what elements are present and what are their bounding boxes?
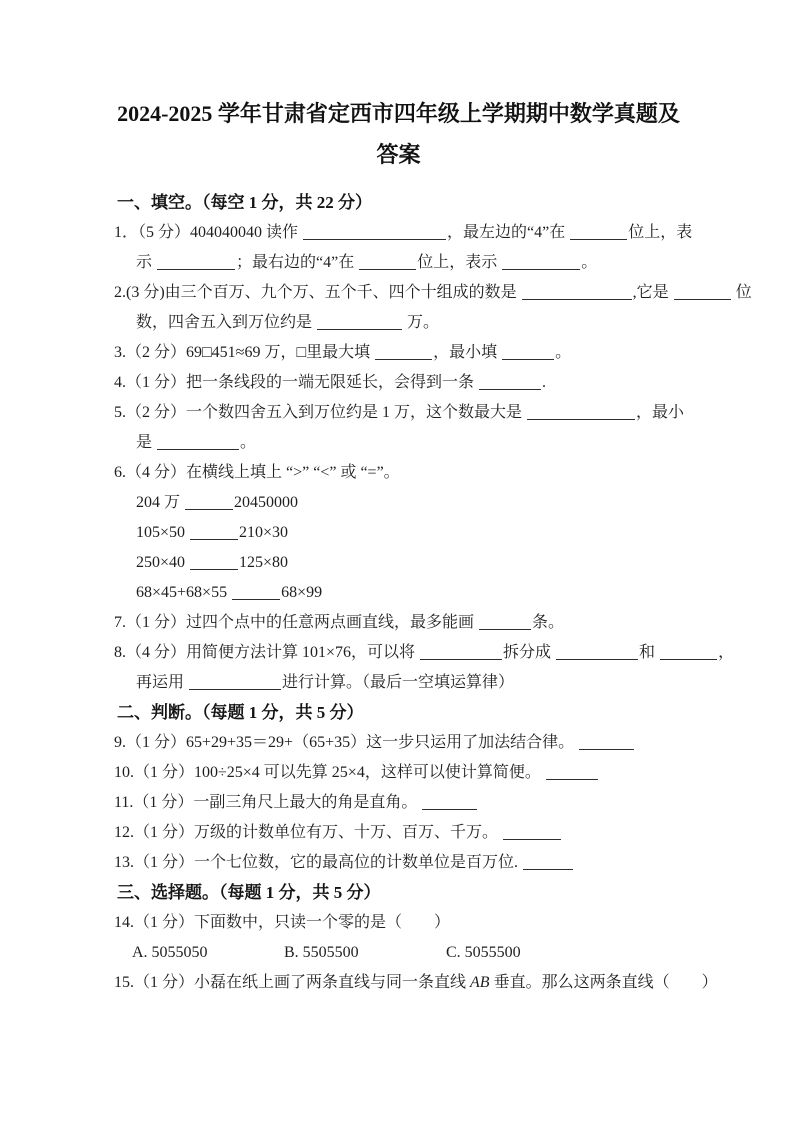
blank-line	[189, 675, 281, 690]
question-text: 条。	[532, 614, 565, 631]
section-heading: 三、选择题。（每题 1 分，共 5 分）	[117, 883, 381, 902]
question-text: 250×40	[136, 554, 190, 571]
question-text: 7.（1 分）过四个点中的任意两点画直线，最多能画	[114, 614, 479, 631]
blank-line	[375, 345, 432, 360]
question-line	[114, 368, 683, 398]
question-text: 6.（4 分）在横线上填上 “>” “<” 或 “=”。	[114, 464, 400, 481]
question-text: 1．（5 分）404040040 读作	[114, 224, 303, 241]
question-text: 10.（1 分）100÷25×4 可以先算 25×4，这样可以使计算简便。	[114, 764, 545, 781]
question-line	[114, 908, 683, 938]
question-text: 进行计算。（最后一空填运算律）	[282, 674, 515, 691]
question-text: 示	[136, 254, 157, 271]
blank-line	[579, 735, 634, 750]
question-text: 万。	[403, 314, 440, 331]
question-text: 11.（1 分）一副三角尺上最大的角是直角。	[114, 794, 422, 811]
blank-line	[185, 495, 233, 510]
question-text: 垂直。那么这两条直线（ ）	[489, 974, 718, 991]
question-text: 。	[555, 344, 572, 361]
question-text: 是	[136, 434, 157, 451]
question-text: ，最小	[636, 404, 685, 421]
question-text: 2.(3 分)由三个百万、九个万、五个千、四个十组成的数是	[114, 284, 521, 301]
question-text: 105×50	[136, 524, 190, 541]
question-line	[114, 608, 683, 638]
document-title-line2: 答案	[376, 142, 421, 167]
question-text: ，最小填	[433, 344, 502, 361]
question-text: ，最左边的“4”在	[447, 224, 570, 241]
question-line	[114, 788, 683, 818]
blank-line	[232, 585, 280, 600]
question-line	[114, 488, 683, 518]
question-line	[114, 248, 683, 278]
blank-line	[157, 435, 239, 450]
blank-line	[527, 405, 635, 420]
blank-line	[674, 285, 731, 300]
blank-line	[503, 825, 561, 840]
question-line	[114, 458, 683, 488]
blank-line	[546, 765, 598, 780]
question-line	[114, 818, 683, 848]
question-text: 13.（1 分）一个七位数，它的最高位的计数单位是百万位.	[114, 854, 523, 871]
question-text: 12.（1 分）万级的计数单位有万、十万、百万、千万。	[114, 824, 503, 841]
blank-line	[157, 255, 235, 270]
question-line	[114, 638, 735, 668]
blank-line	[502, 345, 554, 360]
question-text: 5.（2 分）一个数四舍五入到万位约是 1 万，这个数最大是	[114, 404, 527, 421]
question-text: 68×99	[281, 584, 323, 601]
question-line	[114, 758, 683, 788]
question-text: 位上，表	[628, 224, 693, 241]
question-text: 数，四舍五入到万位约是	[136, 314, 317, 331]
blank-line	[556, 645, 638, 660]
exam-body	[114, 188, 752, 998]
question-line	[114, 218, 693, 248]
question-text: 204 万	[136, 494, 185, 511]
option-item: C. 5055500	[446, 944, 521, 961]
blank-line	[570, 225, 627, 240]
question-text: 210×30	[239, 524, 289, 541]
blank-line	[479, 615, 531, 630]
question-line	[114, 968, 718, 998]
section-heading: 二、判断。（每题 1 分，共 5 分）	[117, 703, 364, 722]
question-text: 拆分成	[503, 644, 556, 661]
document-title	[114, 93, 683, 175]
question-line	[114, 938, 683, 968]
question-text: 3.（2 分）69□451≈69 万，□里最大填	[114, 344, 375, 361]
question-text: 68×45+68×55	[136, 584, 232, 601]
blank-line	[502, 255, 580, 270]
blank-line	[359, 255, 416, 270]
question-text: 。	[581, 254, 598, 271]
question-text: 4.（1 分）把一条线段的一端无限延长，会得到一条	[114, 374, 479, 391]
blank-line	[420, 645, 502, 660]
question-line	[114, 578, 683, 608]
blank-line	[522, 285, 632, 300]
question-text: ；最右边的“4”在	[236, 254, 359, 271]
question-text: 。	[240, 434, 257, 451]
question-line	[114, 668, 683, 698]
question-text: 位	[731, 284, 752, 301]
blank-line	[190, 525, 238, 540]
question-line	[114, 398, 683, 428]
question-text: 再运用	[136, 674, 189, 691]
question-text: 20450000	[234, 494, 299, 511]
question-line	[114, 848, 683, 878]
question-text: 和	[639, 644, 660, 661]
question-text: 位上，表示	[417, 254, 502, 271]
question-text: ，	[718, 644, 735, 661]
question-line	[114, 428, 683, 458]
document-title-line1: 2024-2025 学年甘肃省定西市四年级上学期期中数学真题及	[117, 101, 680, 126]
question-line	[114, 728, 683, 758]
question-text: ,它是	[632, 284, 673, 301]
question-text: 14.（1 分）下面数中，只读一个零的是（ ）	[114, 914, 451, 931]
question-line	[114, 518, 683, 548]
question-line	[114, 278, 752, 308]
section-heading: 一、填空。（每空 1 分，共 22 分）	[117, 193, 372, 212]
question-text: 15.（1 分）小磊在纸上画了两条直线与同一条直线	[114, 974, 471, 991]
question-text: AB	[470, 974, 490, 991]
question-text: 125×80	[239, 554, 289, 571]
blank-line	[190, 555, 238, 570]
question-text: .	[542, 374, 547, 391]
question-line	[114, 548, 683, 578]
blank-line	[479, 375, 541, 390]
blank-line	[660, 645, 717, 660]
question-line	[114, 338, 683, 368]
blank-line	[523, 855, 573, 870]
blank-line	[317, 315, 402, 330]
question-text: 9.（1 分）65+29+35＝29+（65+35）这一步只运用了加法结合律。	[114, 734, 579, 751]
blank-line	[303, 225, 446, 240]
blank-line	[422, 795, 477, 810]
option-item: A. 5055050	[132, 944, 208, 961]
question-text: 8.（4 分）用简便方法计算 101×76，可以将	[114, 644, 420, 661]
question-line	[114, 308, 683, 338]
option-item: B. 5505500	[284, 944, 359, 961]
